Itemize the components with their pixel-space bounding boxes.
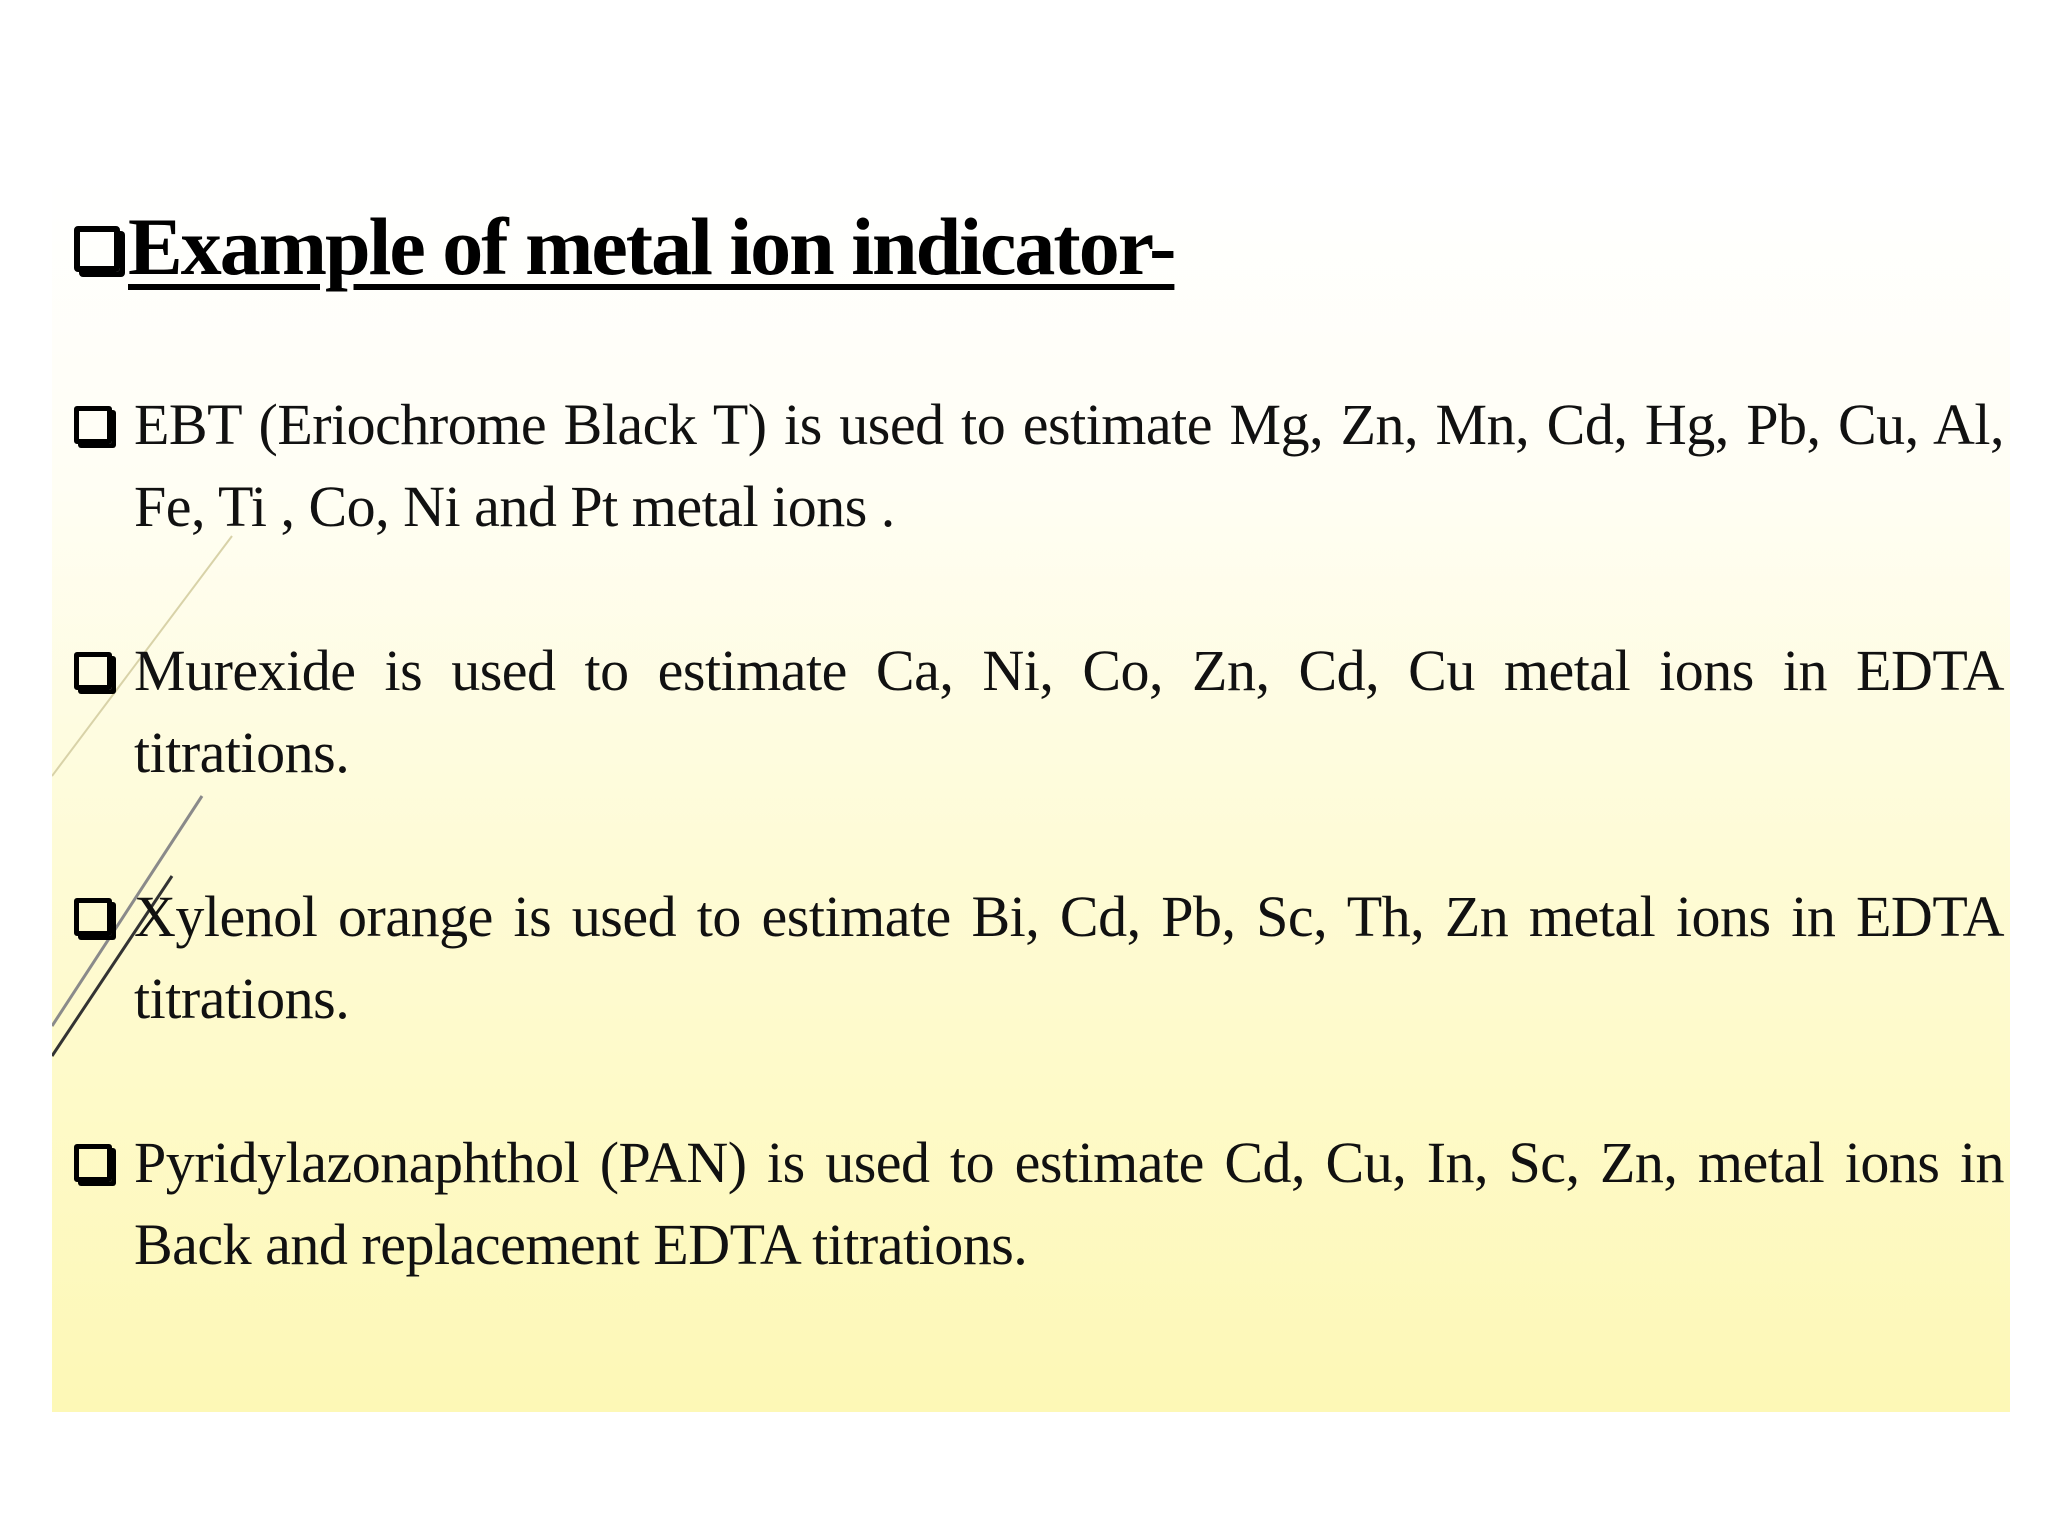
checkbox-bullet-icon xyxy=(74,1144,112,1182)
checkbox-bullet-icon xyxy=(74,652,112,690)
bullet-text: Xylenol orange is used to estimate Bi, Cd, Pb, Sc, Th, Zn metal ions in EDTA titrations. xyxy=(134,884,2004,1031)
bullet-text: Murexide is used to estimate Ca, Ni, Co, Zn, Cd, Cu metal ions in EDTA titrations. xyxy=(134,638,2004,785)
slide xyxy=(52,176,2010,1412)
bullet-item xyxy=(74,1122,2004,1286)
bullet-list xyxy=(74,384,2004,1368)
bullet-item xyxy=(74,630,2004,794)
bullet-item xyxy=(74,876,2004,1040)
title-text: Example of metal ion indicator- xyxy=(128,201,1175,292)
bullet-item xyxy=(74,384,2004,548)
checkbox-bullet-icon xyxy=(74,898,112,936)
slide-title xyxy=(74,202,1174,292)
checkbox-bullet-icon xyxy=(74,226,120,272)
checkbox-bullet-icon xyxy=(74,406,112,444)
bullet-text: EBT (Eriochrome Black T) is used to estimate Mg, Zn, Mn, Cd, Hg, Pb, Cu, Al, Fe, Ti , Co, Ni and Pt metal ions . xyxy=(134,392,2004,539)
bullet-text: Pyridylazonaphthol (PAN) is used to estimate Cd, Cu, In, Sc, Zn, metal ions in Back and replacement EDTA titrations. xyxy=(134,1130,2004,1277)
